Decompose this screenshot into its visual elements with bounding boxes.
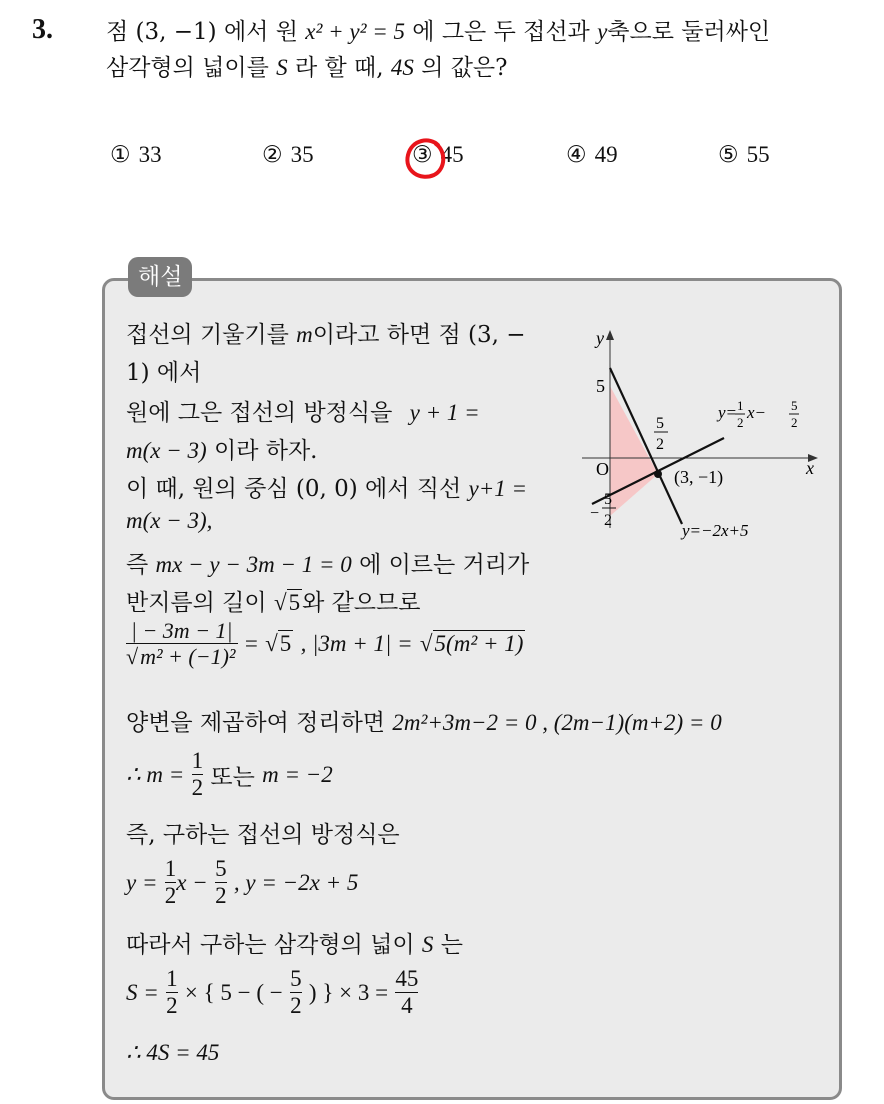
- neg-frac-num: 5: [604, 491, 612, 508]
- sol-math: , y = −2x + 5: [233, 869, 359, 895]
- sol-text: 반지름의 길이: [126, 590, 267, 616]
- half-fraction: [165, 856, 177, 910]
- line1-label-b: x−: [747, 403, 767, 422]
- sol-line-11: [126, 748, 333, 802]
- sol-text: 이 때, 원의 중심 (0, 0) 에서 직선: [126, 476, 462, 502]
- sol-math: m = −2: [262, 761, 333, 787]
- choice-value: 49: [594, 142, 618, 167]
- choice-number: ①: [110, 142, 131, 168]
- sol-math: y+1 =: [468, 476, 528, 501]
- origin-label: O: [596, 459, 609, 479]
- sol-text: 에 이르는 거리가: [359, 552, 530, 578]
- sol-math: m(x − 3): [126, 438, 207, 463]
- five-half-fraction: [290, 966, 302, 1020]
- sol-text: 는: [440, 932, 463, 958]
- frac-den: 2: [164, 883, 177, 909]
- question-line-2: [106, 50, 866, 86]
- choice-value: 33: [138, 142, 162, 167]
- x-intercept-num: 5: [656, 415, 664, 432]
- choice-5[interactable]: [718, 142, 770, 168]
- sqrt-5: 5: [288, 590, 301, 615]
- question-text: [106, 14, 866, 86]
- sol-math: S =: [126, 979, 159, 1005]
- eq-sign: =: [244, 630, 258, 656]
- line1-n2: 5: [791, 398, 798, 413]
- sol-math: ) } × 3 =: [308, 979, 389, 1005]
- sol-line-13: [126, 856, 358, 910]
- sol-line-9: $\frac{| - 3m - 1|}{\text{√m² + (−1)²}}$ = √5 , |3m + 1| = √5(m² + 1): [126, 618, 524, 670]
- x-intercept-den: 2: [656, 436, 664, 453]
- q-text-seg: 삼각형의 넓이를: [106, 55, 269, 81]
- sol-line-7: [126, 546, 529, 579]
- y-var: y: [597, 19, 608, 44]
- y-axis-label: y: [596, 328, 604, 348]
- line1-n1: 1: [737, 398, 744, 413]
- choice-number: ⑤: [718, 142, 739, 168]
- choice-number: ④: [566, 142, 587, 168]
- sol-text: 와 같으므로: [302, 590, 421, 616]
- sol-math: ∴ 4S = 45: [126, 1040, 220, 1065]
- sol-line-3: [126, 394, 480, 427]
- choice-number: ②: [262, 142, 283, 168]
- half-fraction: [166, 966, 178, 1020]
- sol-math: y + 1 =: [409, 400, 480, 425]
- distance-fraction: [126, 618, 238, 670]
- sol-math: 2m²+3m−2 = 0 , (2m−1)(m+2) = 0: [392, 710, 722, 735]
- sqrt-expr: 5(m² + 1): [434, 630, 524, 656]
- sol-line-4: [126, 432, 317, 465]
- choice-4[interactable]: [566, 142, 618, 168]
- sol-line-15: [126, 966, 418, 1020]
- m-var: m: [296, 322, 313, 347]
- frac-den: √m² + (−1)²: [126, 644, 236, 670]
- q-text-seg: 축으로 둘러싸인: [607, 19, 771, 45]
- five-half-fraction: [215, 856, 227, 910]
- sol-line-8: 반지름의 길이 √5와 같으므로: [126, 590, 421, 616]
- s-var: S: [276, 55, 288, 80]
- frac-num: 45: [395, 966, 419, 991]
- tangent-graph: [578, 328, 822, 548]
- sol-math: m(x − 3),: [126, 508, 213, 533]
- sol-math: × { 5 − ( −: [184, 979, 283, 1005]
- frac-num: 1: [166, 966, 178, 991]
- frac-num: 5: [215, 856, 227, 881]
- sol-math: , |3m + 1| =: [300, 630, 413, 656]
- y-intercept-label: 5: [596, 376, 605, 396]
- choice-number: ③: [412, 142, 433, 168]
- choice-value: 45: [440, 142, 464, 167]
- sol-text: 이라 하자.: [213, 438, 318, 464]
- sol-text: 원에 그은 접선의 방정식을: [126, 400, 393, 426]
- sol-text: 또는: [210, 764, 255, 791]
- tangent-point: [654, 470, 662, 478]
- sol-text: 접선의 기울기를: [126, 322, 289, 348]
- sol-line-14: [126, 926, 463, 959]
- line1-d2: 2: [791, 415, 798, 430]
- q-text-seg: 의 값은?: [421, 55, 508, 81]
- frac-den: 2: [215, 883, 227, 909]
- sol-line-6: [126, 508, 212, 534]
- frac-num: 5: [290, 966, 302, 991]
- sol-math: y =: [126, 869, 158, 895]
- sol-line-10: [126, 704, 722, 737]
- x-axis-label: x: [806, 458, 814, 478]
- answer-circle-mark: [404, 135, 450, 183]
- sol-line-16: [126, 1040, 219, 1066]
- choice-value: 55: [746, 142, 770, 167]
- line1-label-a: y=: [718, 403, 738, 422]
- point-label: (3, −1): [674, 467, 724, 487]
- line2-label: y=−2x+5: [682, 521, 749, 540]
- frac-num: | − 3m − 1|: [130, 618, 233, 643]
- frac-den: 2: [290, 993, 302, 1019]
- frac-den: 2: [191, 775, 204, 801]
- sol-line-5: [126, 470, 527, 503]
- sol-line-12: 즉, 구하는 접선의 방정식은: [126, 822, 400, 848]
- four-s-var: 4S: [390, 55, 414, 80]
- sol-text: 즉: [126, 552, 149, 578]
- half-fraction: [192, 748, 204, 802]
- frac-num: 1: [164, 856, 177, 881]
- neg-sign: −: [590, 505, 600, 522]
- circle-equation: x² + y² = 5: [305, 19, 405, 44]
- sqrt-5: 5: [279, 630, 292, 656]
- choice-1[interactable]: [110, 142, 162, 168]
- line1-d1: 2: [737, 415, 744, 430]
- s-var: S: [421, 932, 434, 957]
- q-text-seg: 에 그은 두 접선과: [412, 19, 590, 45]
- question-number: 3.: [32, 14, 53, 45]
- frac-den: 2: [166, 993, 178, 1019]
- choice-value: 35: [290, 142, 314, 167]
- sol-text: 따라서 구하는 삼각형의 넓이: [126, 932, 415, 958]
- frac-den-rad: m² + (−1)²: [140, 644, 236, 670]
- sol-line-2: 1) 에서: [126, 360, 202, 386]
- neg-frac-den: 2: [604, 512, 612, 529]
- solution-tag: 해설: [128, 257, 192, 297]
- choice-2[interactable]: [262, 142, 314, 168]
- y-axis-arrow: [606, 330, 614, 340]
- result-fraction: [395, 966, 418, 1020]
- sol-math: x −: [176, 869, 208, 895]
- q-text-seg: 점 (3, −1) 에서 원: [106, 19, 298, 45]
- sol-text: 이라고 하면 점 (3, −: [312, 322, 526, 348]
- frac-den: 4: [395, 992, 418, 1019]
- sol-math: mx − y − 3m − 1 = 0: [155, 552, 352, 577]
- shaded-triangle: [610, 386, 658, 516]
- question-line-1: [106, 14, 866, 50]
- q-text-seg: 라 할 때,: [294, 55, 384, 81]
- sol-line-1: [126, 316, 526, 349]
- sol-text: 양변을 제곱하여 정리하면: [126, 710, 386, 736]
- sol-math: ∴ m =: [126, 761, 185, 787]
- frac-num: 1: [191, 748, 204, 773]
